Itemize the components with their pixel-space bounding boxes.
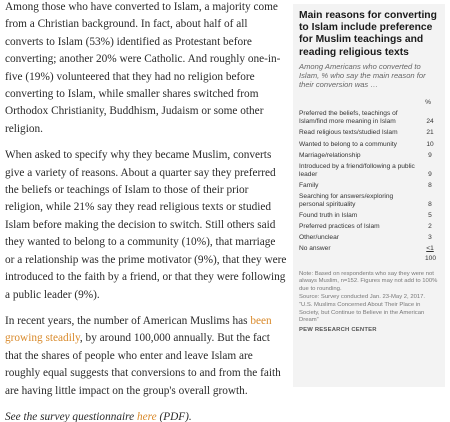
row-value: 8 xyxy=(428,181,432,189)
row-label: Marriage/relationship xyxy=(299,151,361,159)
paragraph-growth xyxy=(5,313,287,400)
questionnaire-paragraph xyxy=(5,409,287,422)
sidebar-subtitle: Among Americans who converted to Islam, % who say the main reason for their conversion was … xyxy=(299,61,426,90)
questionnaire-text-start: See the survey questionnaire xyxy=(5,410,137,422)
row-value: 9 xyxy=(428,170,432,178)
questionnaire-text-end: (PDF). xyxy=(156,410,192,422)
table-row xyxy=(299,163,439,179)
table-row xyxy=(299,129,439,137)
table-row xyxy=(299,245,439,253)
table-row xyxy=(299,223,439,231)
sidebar-title: Main reasons for converting to Islam include preference for Muslim teachings and reading religious texts xyxy=(299,10,437,58)
table-row xyxy=(299,212,439,220)
pew-research-center-credit: PEW RESEARCH CENTER xyxy=(299,327,377,334)
reasons-table xyxy=(299,110,439,253)
growing-steadily-link[interactable]: been growing steadily xyxy=(5,314,272,345)
row-value: 24 xyxy=(426,118,434,126)
row-value: 3 xyxy=(428,233,432,241)
table-row xyxy=(299,193,439,209)
note-text: Note: Based on respondents who say they were not always Muslim, n=152. Figures may not add to 100% due to rounding. xyxy=(299,271,438,292)
row-label: Preferred the beliefs, teachings of Islam/find more meaning in Islam xyxy=(299,110,398,126)
paragraph-converts-background: Among those who have converted to Islam, a majority come from a Christian background. In fact, about half of all converts to Islam (53%) identified as Protestant before converting; another 20% were Catholic. And roughly one-in-five (19%) volunteered that they had no religion before converting to Islam, while smaller shares switched from Orthodox Christianity, Buddhism, Judaism or some other religion. xyxy=(5,1,281,135)
row-label: Preferred practices of Islam xyxy=(299,222,380,230)
row-label: Read religious texts/studied Islam xyxy=(299,129,398,137)
row-value: 2 xyxy=(428,222,432,230)
questionnaire-link[interactable]: here xyxy=(136,410,157,422)
table-row xyxy=(299,110,439,126)
percent-column-header: % xyxy=(425,99,431,107)
table-row xyxy=(299,152,439,160)
table-row xyxy=(299,234,439,242)
source-text: Source: Survey conducted Jan. 23-May 2, 2017. xyxy=(299,294,426,301)
row-label: Found truth in Islam xyxy=(299,211,358,219)
paragraph-growth-text-end: , by around 100,000 annually. But the fact that the shares of people who enter and leave Islam are roughly equal suggests that conversions to and from the faith are having little impact on the group's overall growth. xyxy=(5,332,281,397)
paragraph-growth-text-start: In recent years, the number of American Muslims has xyxy=(5,314,251,327)
row-label: Other/unclear xyxy=(299,233,339,241)
table-row xyxy=(299,141,439,149)
article-body xyxy=(5,0,287,422)
row-label: Searching for answers/exploring personal spirituality xyxy=(299,192,394,208)
row-label: Introduced by a friend/following a public leader xyxy=(299,162,415,178)
row-label: Family xyxy=(299,181,319,189)
report-title-text: “U.S. Muslims Concerned About Their Place in Society, but Continue to Believe in the American Dream” xyxy=(299,302,425,323)
row-value: 9 xyxy=(428,151,432,159)
sidebar-table-box xyxy=(293,4,445,387)
row-label: No answer xyxy=(299,245,331,253)
paragraph-reasons: When asked to specify why they became Muslim, converts give a variety of reasons. About a quarter say they preferred the beliefs or teachings of Islam to those of their prior religion, while 21% say they read religious texts or studied Islam before making the decision to switch. Still others said they wanted to belong to a community (10%), that marriage or a relationship was the prime motivator (9%), that they were introduced to the faith by a friend, or that they were following a public leader (9%). xyxy=(5,149,287,301)
total-value: 100 xyxy=(424,255,436,263)
row-value: 5 xyxy=(428,211,432,219)
row-value: 21 xyxy=(426,129,434,137)
row-value: 10 xyxy=(426,140,434,148)
row-value: 8 xyxy=(428,200,432,208)
row-value: <1 xyxy=(426,245,434,253)
sidebar-notes xyxy=(299,271,439,324)
row-label: Wanted to belong to a community xyxy=(299,140,397,148)
table-row xyxy=(299,182,439,190)
